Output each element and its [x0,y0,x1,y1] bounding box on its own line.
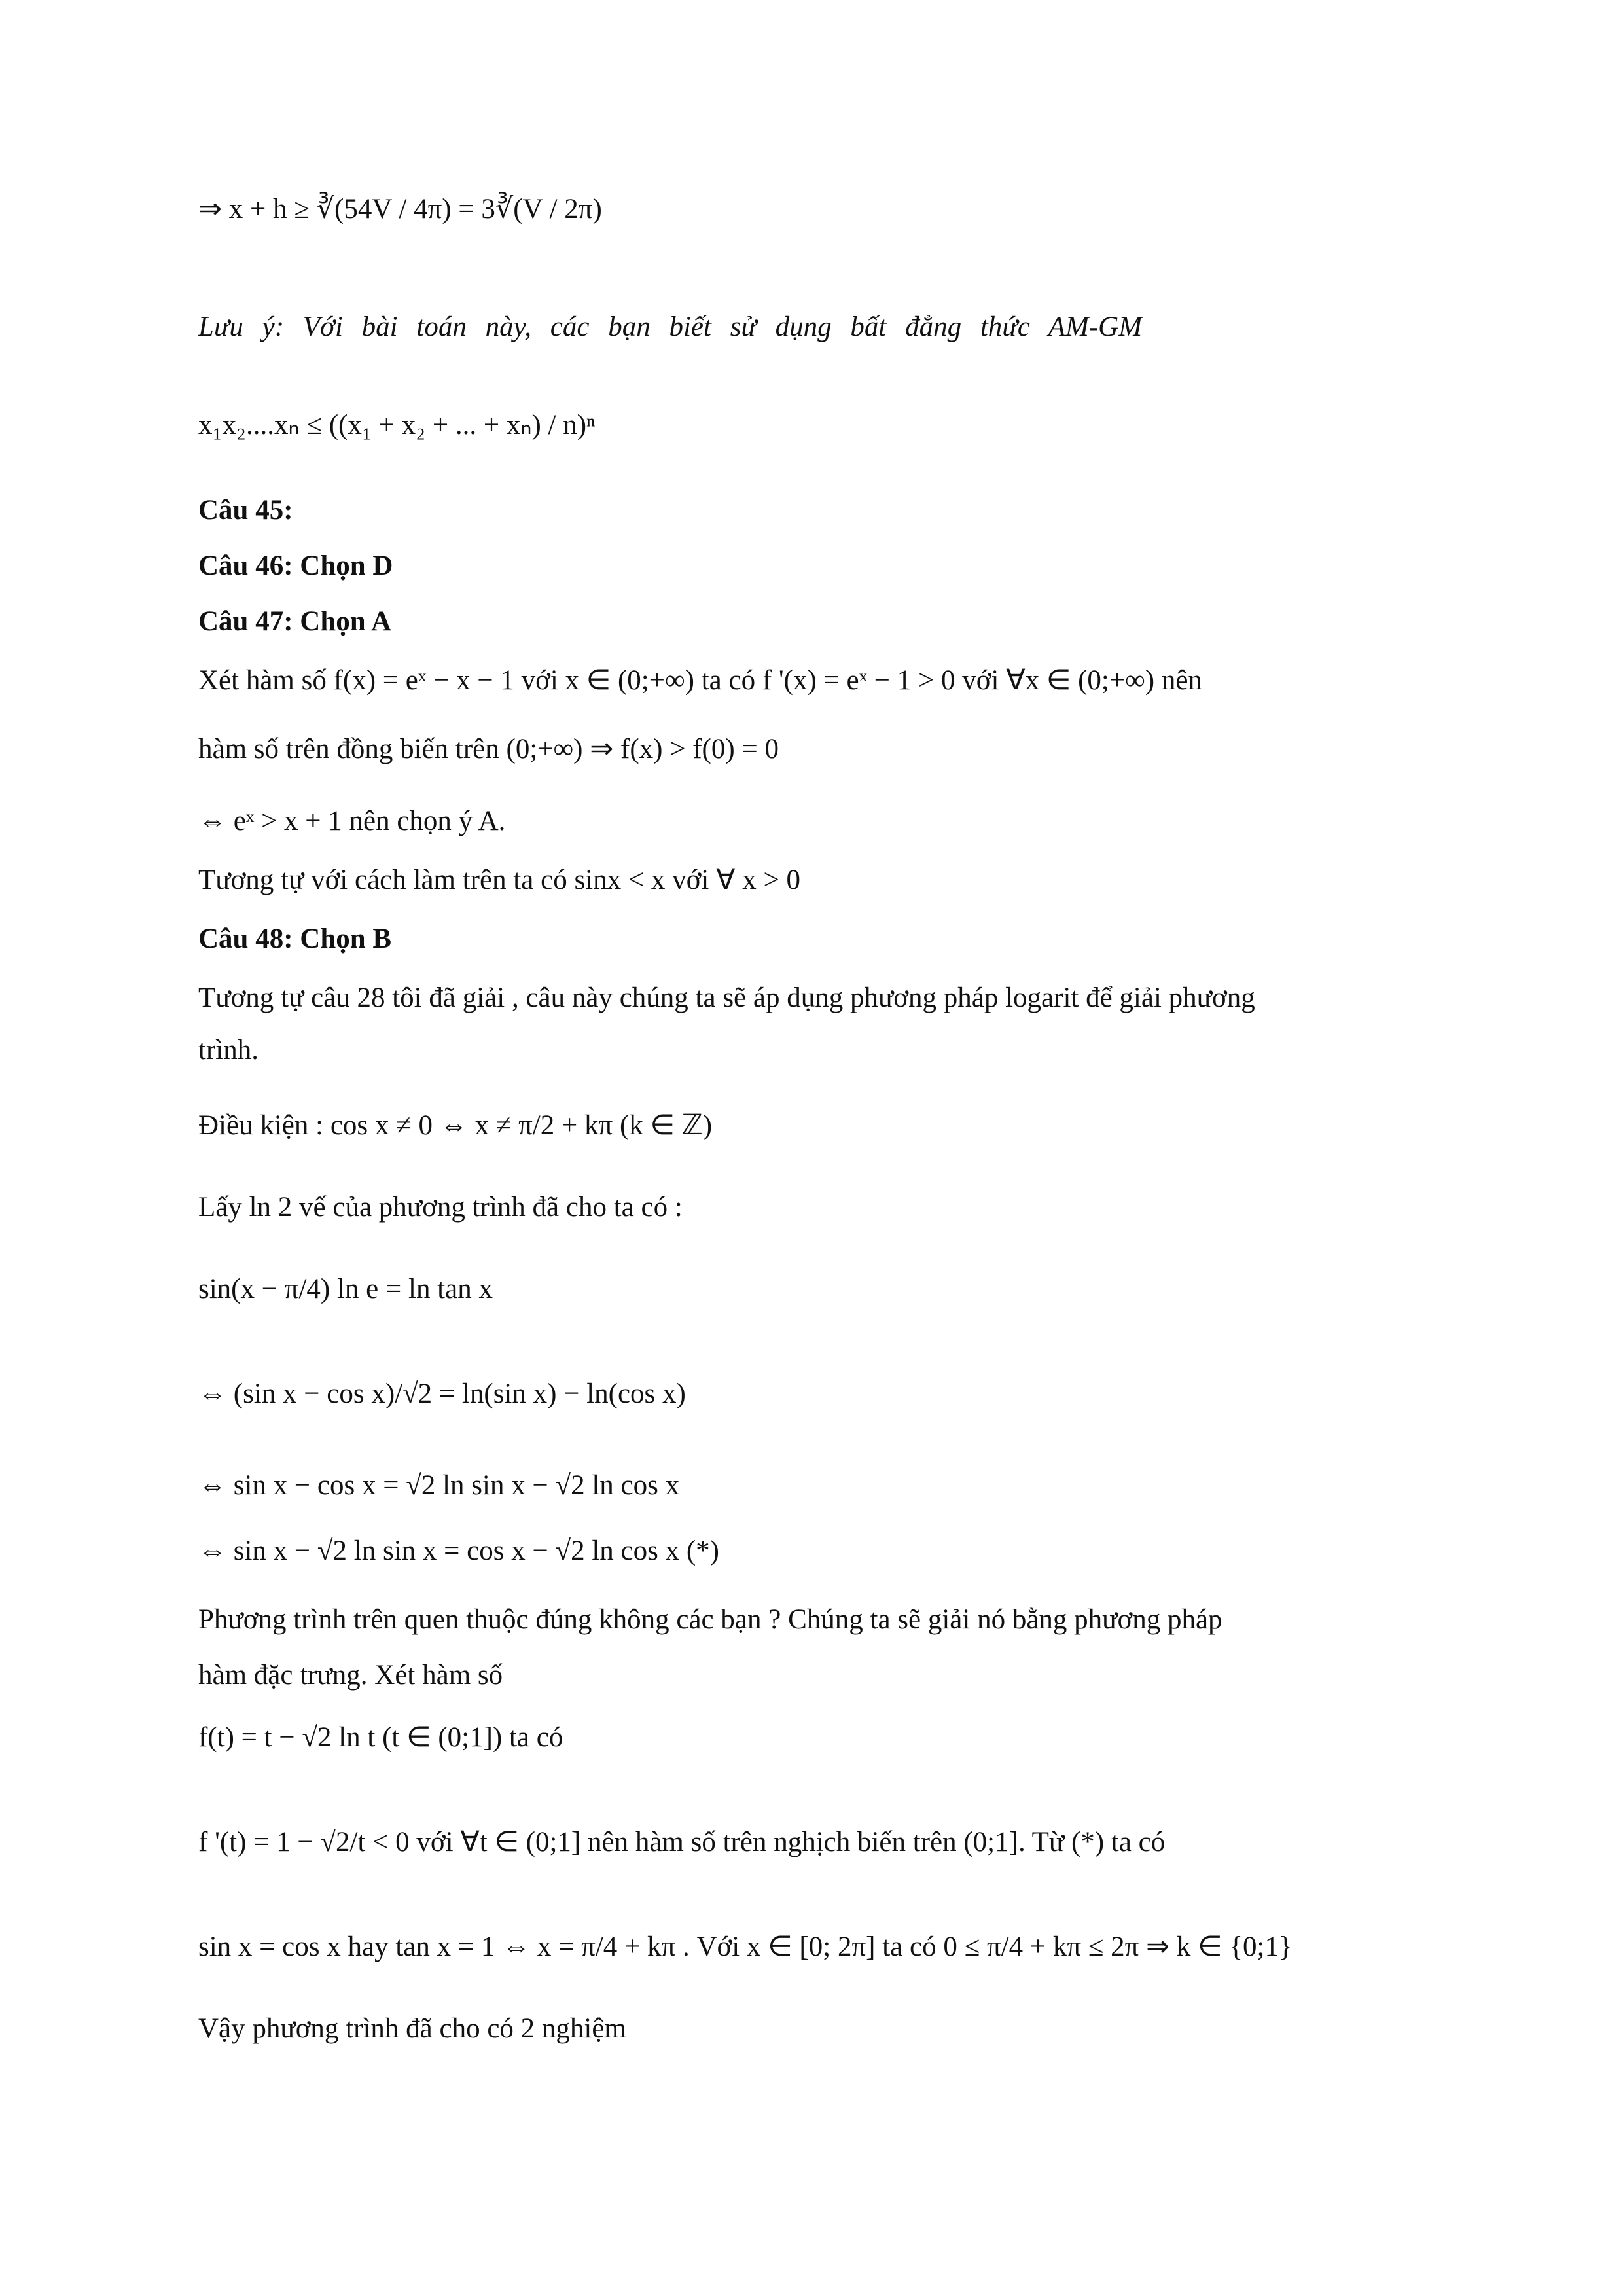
function-definition-line: f(t) = t − √2 ln t (t ∈ (0;1]) ta có [198,1722,563,1753]
paragraph-47-line-2: hàm số trên đồng biến trên (0;+∞) ⇒ f(x) > f(0) = 0 [198,734,779,764]
heading-cau-47: Câu 47: Chọn A [198,606,392,637]
paragraph-47-line-3: ⇔ eˣ > x + 1 nên chọn ý A. [198,806,506,836]
line-am-gm-formula [198,406,596,445]
condition-line: Điều kiện : cos x ≠ 0 ⇔ x ≠ π/2 + kπ (k ∈ ℤ) [198,1110,713,1141]
heading-cau-46: Câu 46: Chọn D [198,550,393,581]
formula-text: x₁x₂....xₙ ≤ ((x₁ + x₂ + ... + xₙ) / n)ⁿ [198,410,596,440]
heading-cau-48: Câu 48: Chọn B [198,924,392,954]
equation-line-2: ⇔ (sin x − cos x)/√2 = ln(sin x) − ln(cos x) [198,1378,686,1409]
line-cube-root-inequality [198,190,602,229]
paragraph-48-line-2: trình. [198,1035,259,1066]
equation-line-4: ⇔ sin x − √2 ln sin x = cos x − √2 ln cos x (*) [198,1535,719,1566]
paragraph-48-line-1: Tương tự câu 28 tôi đã giải , câu này chúng ta sẽ áp dụng phương pháp logarit để giải phương [198,982,1255,1013]
paragraph-48-line-5: hàm đặc trưng. Xét hàm số [198,1660,503,1691]
derivative-line: f '(t) = 1 − √2/t < 0 với ∀t ∈ (0;1] nên hàm số trên nghịch biến trên (0;1]. Từ (*) ta có [198,1827,1166,1857]
equation-line-1: sin(x − π/4) ln e = ln tan x [198,1274,493,1304]
paragraph-47-line-4: Tương tự với cách làm trên ta có sinx < x với ∀ x > 0 [198,865,800,895]
heading-cau-45: Câu 45: [198,495,293,526]
paragraph-48-line-4: Phương trình trên quen thuộc đúng không các bạn ? Chúng ta sẽ giải nó bằng phương pháp [198,1604,1222,1635]
line-note-am-gm [198,308,1435,347]
conclusion-line: Vậy phương trình đã cho có 2 nghiệm [198,2013,626,2044]
formula-text: ⇒ x + h ≥ ∛(54V / 4π) = 3∛(V / 2π) [198,194,602,224]
paragraph-47-line-1: Xét hàm số f(x) = eˣ − x − 1 với x ∈ (0;+∞) ta có f '(x) = eˣ − 1 > 0 với ∀x ∈ (0;+∞) nên [198,665,1202,696]
equation-line-3: ⇔ sin x − cos x = √2 ln sin x − √2 ln cos x [198,1470,680,1501]
paragraph-48-line-3: Lấy ln 2 vế của phương trình đã cho ta có : [198,1192,683,1223]
note-text: Lưu ý: Với bài toán này, các bạn biết sử dụng bất đẳng thức AM-GM [198,312,1143,342]
solution-line: sin x = cos x hay tan x = 1 ⇔ x = π/4 + kπ . Với x ∈ [0; 2π] ta có 0 ≤ π/4 + kπ ≤ 2π ⇒ k ∈ {0;1} [198,1931,1293,1962]
